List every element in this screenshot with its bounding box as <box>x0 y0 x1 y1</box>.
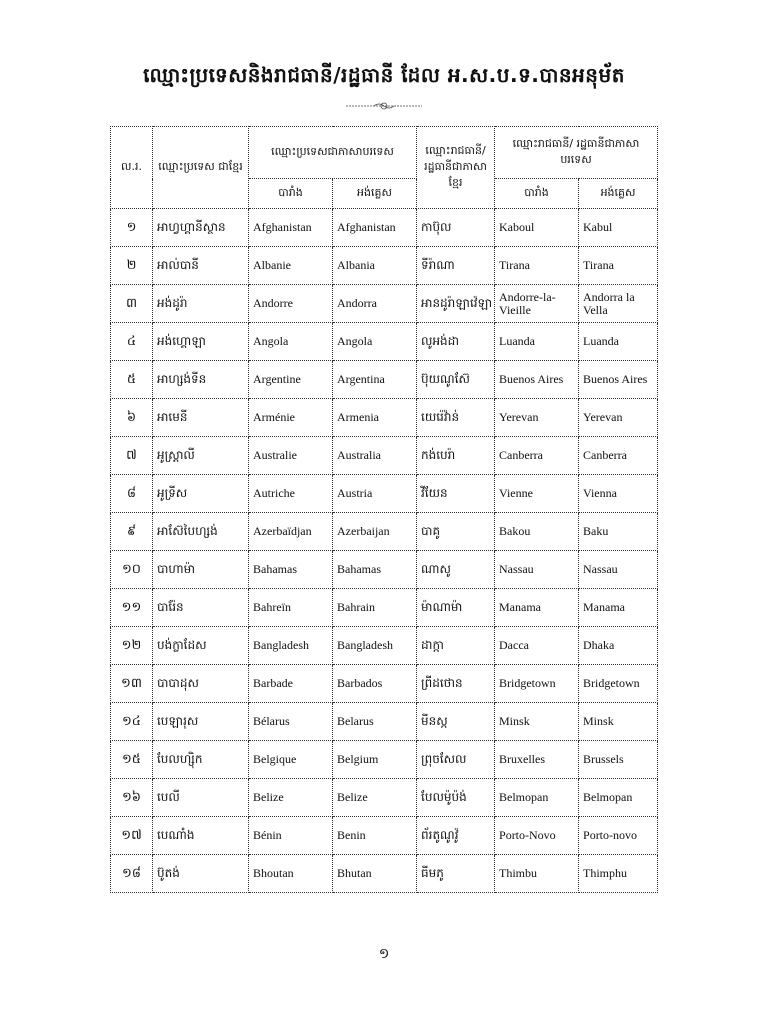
capital-khmer: បែលម៉ូប៉ង់ <box>417 779 495 817</box>
row-number: ១៣ <box>111 665 153 703</box>
capital-english: Dhaka <box>579 627 658 665</box>
capital-french: Bruxelles <box>495 741 579 779</box>
row-number: ១២ <box>111 627 153 665</box>
table-row <box>111 209 658 247</box>
capital-english: Thimphu <box>579 855 658 893</box>
row-number: ៨ <box>111 475 153 513</box>
capital-english: Luanda <box>579 323 658 361</box>
row-number: ១០ <box>111 551 153 589</box>
capital-french: Luanda <box>495 323 579 361</box>
capital-khmer: ម៉ាណាម៉ា <box>417 589 495 627</box>
country-khmer: បេឡារុស <box>153 703 249 741</box>
row-number: ១៤ <box>111 703 153 741</box>
country-khmer: បាហាម៉ា <box>153 551 249 589</box>
capital-french: Andorre-la-Vieille <box>495 285 579 323</box>
country-english: Australia <box>333 437 417 475</box>
country-french: Argentine <box>249 361 333 399</box>
page-number: ១ <box>378 946 390 962</box>
country-french: Bénin <box>249 817 333 855</box>
table-row <box>111 323 658 361</box>
table-row <box>111 399 658 437</box>
country-english: Angola <box>333 323 417 361</box>
capital-khmer: មីនស្ក <box>417 703 495 741</box>
country-khmer: បែលហ្ស៊ិក <box>153 741 249 779</box>
country-khmer: បាបាដុស <box>153 665 249 703</box>
capital-khmer: យេរ៉េវ៉ាន់ <box>417 399 495 437</box>
capital-khmer: ព័រតូណូវ៉ូ <box>417 817 495 855</box>
capital-english: Minsk <box>579 703 658 741</box>
row-number: ៩ <box>111 513 153 551</box>
country-english: Bahamas <box>333 551 417 589</box>
header-no: ល.រ. <box>111 127 153 209</box>
country-french: Bangladesh <box>249 627 333 665</box>
table-row <box>111 627 658 665</box>
country-english: Bangladesh <box>333 627 417 665</box>
country-english: Andorra <box>333 285 417 323</box>
capital-french: Vienne <box>495 475 579 513</box>
country-khmer: ប៊ូតង់ <box>153 855 249 893</box>
row-number: ៥ <box>111 361 153 399</box>
capital-english: Kabul <box>579 209 658 247</box>
capital-french: Minsk <box>495 703 579 741</box>
row-number: ៣ <box>111 285 153 323</box>
country-khmer: បារ៉ែន <box>153 589 249 627</box>
row-number: ១៦ <box>111 779 153 817</box>
table-row <box>111 589 658 627</box>
header-country-french: បារាំង <box>249 179 333 209</box>
country-khmer: បេលី <box>153 779 249 817</box>
row-number: ១៧ <box>111 817 153 855</box>
capital-french: Belmopan <box>495 779 579 817</box>
capital-english: Brussels <box>579 741 658 779</box>
capital-english: Yerevan <box>579 399 658 437</box>
capital-english: Bridgetown <box>579 665 658 703</box>
header-capital-french: បារាំង <box>495 179 579 209</box>
country-french: Andorre <box>249 285 333 323</box>
country-khmer: អាហ្វហ្គានីស្ថាន <box>153 209 249 247</box>
capital-french: Porto-Novo <box>495 817 579 855</box>
row-number: ៦ <box>111 399 153 437</box>
capital-french: Canberra <box>495 437 579 475</box>
row-number: ១១ <box>111 589 153 627</box>
table-row <box>111 437 658 475</box>
country-english: Belgium <box>333 741 417 779</box>
capital-khmer: កាប៊ុល <box>417 209 495 247</box>
capital-french: Bridgetown <box>495 665 579 703</box>
country-khmer: អាល់បានី <box>153 247 249 285</box>
table-row <box>111 247 658 285</box>
table-row <box>111 513 658 551</box>
table-row <box>111 741 658 779</box>
capital-english: Vienna <box>579 475 658 513</box>
capital-khmer: ធីមភូ <box>417 855 495 893</box>
country-french: Bhoutan <box>249 855 333 893</box>
table-row <box>111 361 658 399</box>
country-khmer: បេណាំង <box>153 817 249 855</box>
country-french: Barbade <box>249 665 333 703</box>
capital-khmer: ទីរ៉ាណា <box>417 247 495 285</box>
row-number: ១៥ <box>111 741 153 779</box>
capital-khmer: លូអង់ដា <box>417 323 495 361</box>
country-french: Azerbaïdjan <box>249 513 333 551</box>
capital-khmer: ប៊ុយណូស៊ែ <box>417 361 495 399</box>
capital-khmer: អានដូរ៉ាឡាវ៉េឡា <box>417 285 495 323</box>
capital-french: Kaboul <box>495 209 579 247</box>
table-row <box>111 551 658 589</box>
capital-english: Tirana <box>579 247 658 285</box>
capital-english: Andorra la Vella <box>579 285 658 323</box>
country-french: Australie <box>249 437 333 475</box>
table-row <box>111 855 658 893</box>
capital-french: Thimbu <box>495 855 579 893</box>
capital-french: Nassau <box>495 551 579 589</box>
ornament-divider-icon <box>344 100 424 112</box>
table-row <box>111 703 658 741</box>
capital-french: Buenos Aires <box>495 361 579 399</box>
capital-khmer: ដាក្កា <box>417 627 495 665</box>
country-english: Azerbaijan <box>333 513 417 551</box>
country-french: Belize <box>249 779 333 817</box>
country-french: Autriche <box>249 475 333 513</box>
country-french: Bahreïn <box>249 589 333 627</box>
country-khmer: អាហ្សង់ទីន <box>153 361 249 399</box>
capital-english: Belmopan <box>579 779 658 817</box>
country-french: Bélarus <box>249 703 333 741</box>
row-number: ១៨ <box>111 855 153 893</box>
table-row <box>111 665 658 703</box>
table-row <box>111 817 658 855</box>
capital-english: Manama <box>579 589 658 627</box>
capital-french: Manama <box>495 589 579 627</box>
country-english: Argentina <box>333 361 417 399</box>
country-khmer: បង់ក្លាដែស <box>153 627 249 665</box>
capital-english: Canberra <box>579 437 658 475</box>
capital-khmer: ព្រុចសែល <box>417 741 495 779</box>
row-number: ១ <box>111 209 153 247</box>
capital-khmer: ណាសូ <box>417 551 495 589</box>
capital-english: Baku <box>579 513 658 551</box>
country-english: Barbados <box>333 665 417 703</box>
country-english: Belize <box>333 779 417 817</box>
row-number: ៧ <box>111 437 153 475</box>
row-number: ២ <box>111 247 153 285</box>
country-french: Belgique <box>249 741 333 779</box>
country-khmer: អង់ដូរ៉ា <box>153 285 249 323</box>
row-number: ៤ <box>111 323 153 361</box>
table-row <box>111 779 658 817</box>
country-english: Bahrain <box>333 589 417 627</box>
countries-table <box>110 126 658 893</box>
capital-english: Nassau <box>579 551 658 589</box>
country-french: Bahamas <box>249 551 333 589</box>
header-capital-km: ឈ្មោះរាជធានី/ រដ្ឋធានីជាភាសា ខ្មែរ <box>417 127 495 209</box>
country-french: Arménie <box>249 399 333 437</box>
country-french: Afghanistan <box>249 209 333 247</box>
country-english: Benin <box>333 817 417 855</box>
country-english: Afghanistan <box>333 209 417 247</box>
country-khmer: អង់ហ្គោឡា <box>153 323 249 361</box>
country-english: Austria <box>333 475 417 513</box>
table-row <box>111 475 658 513</box>
country-english: Albania <box>333 247 417 285</box>
country-english: Armenia <box>333 399 417 437</box>
header-country-english: អង់គ្លេស <box>333 179 417 209</box>
country-french: Angola <box>249 323 333 361</box>
country-english: Belarus <box>333 703 417 741</box>
capital-khmer: ព្រីដថោន <box>417 665 495 703</box>
country-french: Albanie <box>249 247 333 285</box>
country-english: Bhutan <box>333 855 417 893</box>
capital-english: Porto-novo <box>579 817 658 855</box>
country-khmer: អូទ្រីស <box>153 475 249 513</box>
header-capital-english: អង់គ្លេស <box>579 179 658 209</box>
page-title: ឈ្មោះប្រទេសនិងរាជធានី/រដ្ឋធានី ដែល អ.ស.ប.ទ.បានអនុម័ត <box>143 63 625 87</box>
capital-french: Dacca <box>495 627 579 665</box>
capital-french: Tirana <box>495 247 579 285</box>
table-row <box>111 285 658 323</box>
country-khmer: អាមេនី <box>153 399 249 437</box>
capital-english: Buenos Aires <box>579 361 658 399</box>
country-khmer: អាស៊ែបៃហ្សង់ <box>153 513 249 551</box>
header-country-foreign: ឈ្មោះប្រទេសជាភាសាបរទេស <box>249 127 417 179</box>
capital-khmer: កង់បេរ៉ា <box>417 437 495 475</box>
capital-khmer: បាគូ <box>417 513 495 551</box>
capital-french: Yerevan <box>495 399 579 437</box>
header-country-km: ឈ្មោះប្រទេស ជាខ្មែរ <box>153 127 249 209</box>
capital-french: Bakou <box>495 513 579 551</box>
country-khmer: អូស្ត្រាលី <box>153 437 249 475</box>
capital-khmer: វីយែន <box>417 475 495 513</box>
header-capital-foreign: ឈ្មោះរាជធានី/ រដ្ឋធានីជាភាសាបរទេស <box>495 127 658 179</box>
